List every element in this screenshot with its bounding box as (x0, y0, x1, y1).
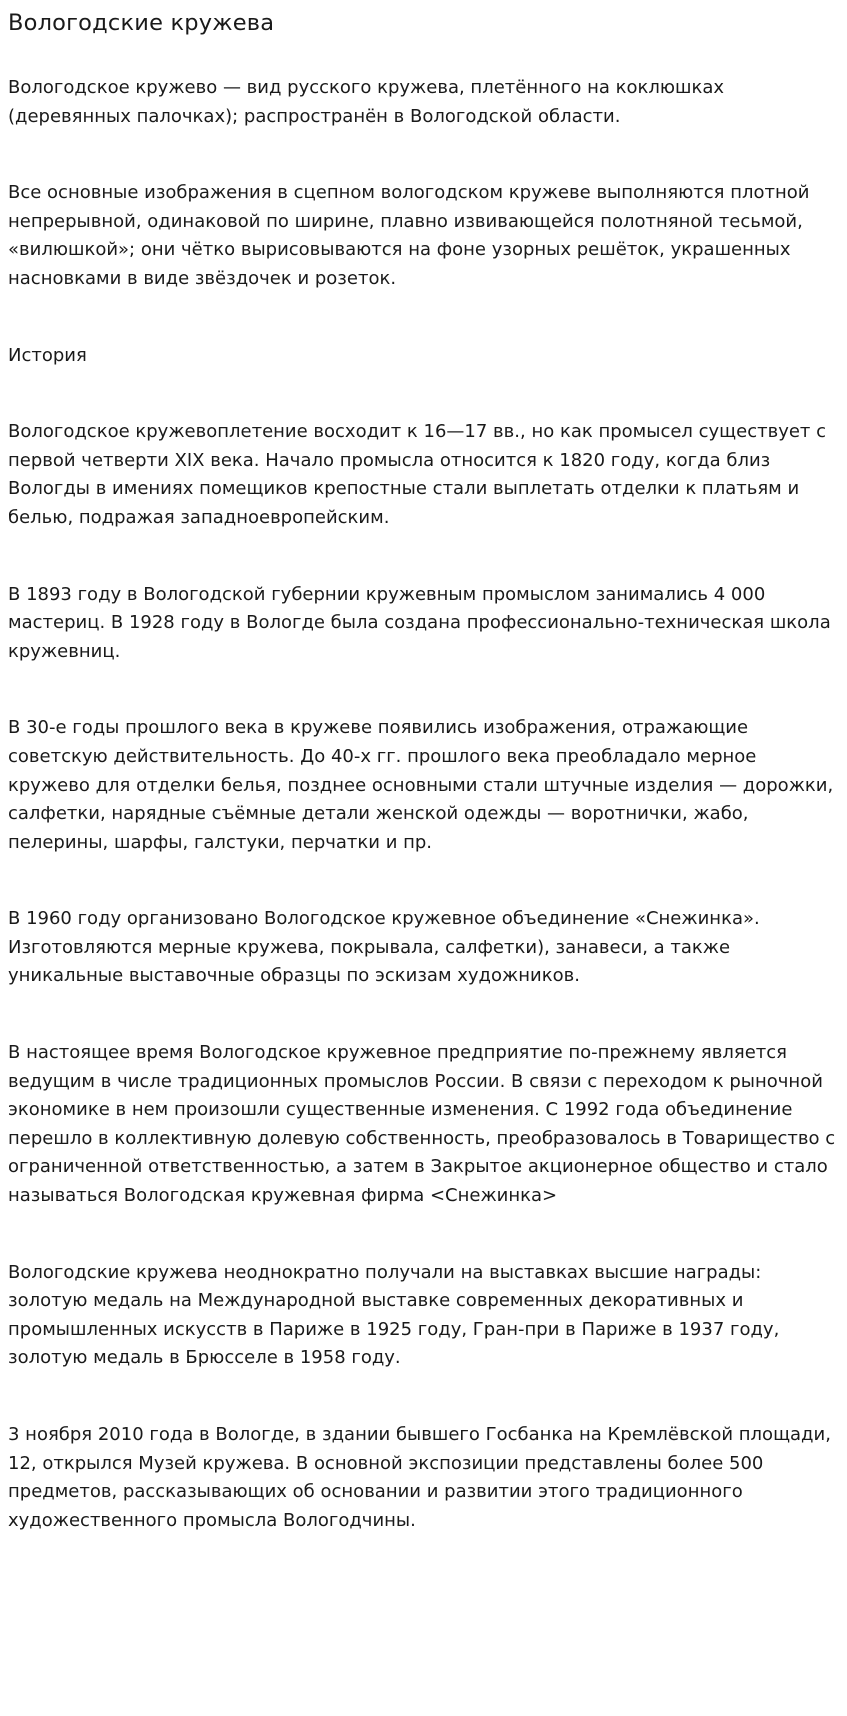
paragraph-description: Все основные изображения в сцепном вологодском кружеве выполняются плотной непрерывной, одинаковой по ширине, плавно извивающейся полотняной тесьмой, «вилюшкой»; они чётко вырисовываются на фоне узорных решёток, украшенных насновками в виде звёздочек и розеток. (8, 182, 810, 289)
paragraph-history-30s: В 30-е годы прошлого века в кружеве появились изображения, отражающие советскую действительность. До 40-х гг. прошлого века преобладало мерное кружево для отделки белья, позднее основными стали штучные изделия — дорожки, салфетки, нарядные съёмные детали женской одежды — воротнички, жабо, пелерины, шарфы, галстуки, перчатки и пр. (8, 717, 834, 853)
page-title: Вологодские кружева (8, 10, 275, 36)
paragraph-museum: 3 ноября 2010 года в Вологде, в здании бывшего Госбанка на Кремлёвской площади, 12, открылся Музей кружева. В основной экспозиции представлены более 500 предметов, рассказывающих об основании и развитии этого традиционного художественного промысла Вологодчины. (8, 1424, 831, 1531)
section-heading-history: История (8, 344, 87, 366)
paragraph-history-origins: Вологодское кружевоплетение восходит к 16—17 вв., но как промысел существует с первой четверти XIX века. Начало промысла относится к 1820 году, когда близ Вологды в имениях помещиков крепостные стали выплетать отделки к платьям и белью, подражая западноевропейским. (8, 421, 827, 528)
paragraph-awards: Вологодские кружева неоднократно получали на выставках высшие награды: золотую медаль на Международной выставке современных декоративных и промышленных искусств в Париже в 1925 году, Гран-при в Париже в 1937 году, золотую медаль в Брюсселе в 1958 году. (8, 1261, 780, 1369)
paragraph-intro: Вологодское кружево — вид русского кружева, плетённого на коклюшках (деревянных палочках); распространён в Вологодской области. (8, 77, 725, 127)
paragraph-history-1893: В 1893 году в Вологодской губернии кружевным промыслом занимались 4 000 мастериц. В 1928 году в Вологде была создана профессионально-техническая школа кружевниц. (8, 583, 831, 662)
paragraph-present-day: В настоящее время Вологодское кружевное предприятие по-прежнему является ведущим в числе традиционных промыслов России. В связи с переходом к рыночной экономике в нем произошли существенные изменения. С 1992 года объединение перешло в коллективную долевую собственность, преобразовалось в Товарищество с ограниченной ответственностью, а затем в Закрытое акционерное общество и стало называться Вологодская кружевная фирма <Снежинка> (8, 1042, 836, 1207)
paragraph-history-1960: В 1960 году организовано Вологодское кружевное объединение «Снежинка». Изготовляются мерные кружева, покрывала, салфетки), занавеси, а также уникальные выставочные образцы по эскизам художников. (8, 908, 760, 987)
